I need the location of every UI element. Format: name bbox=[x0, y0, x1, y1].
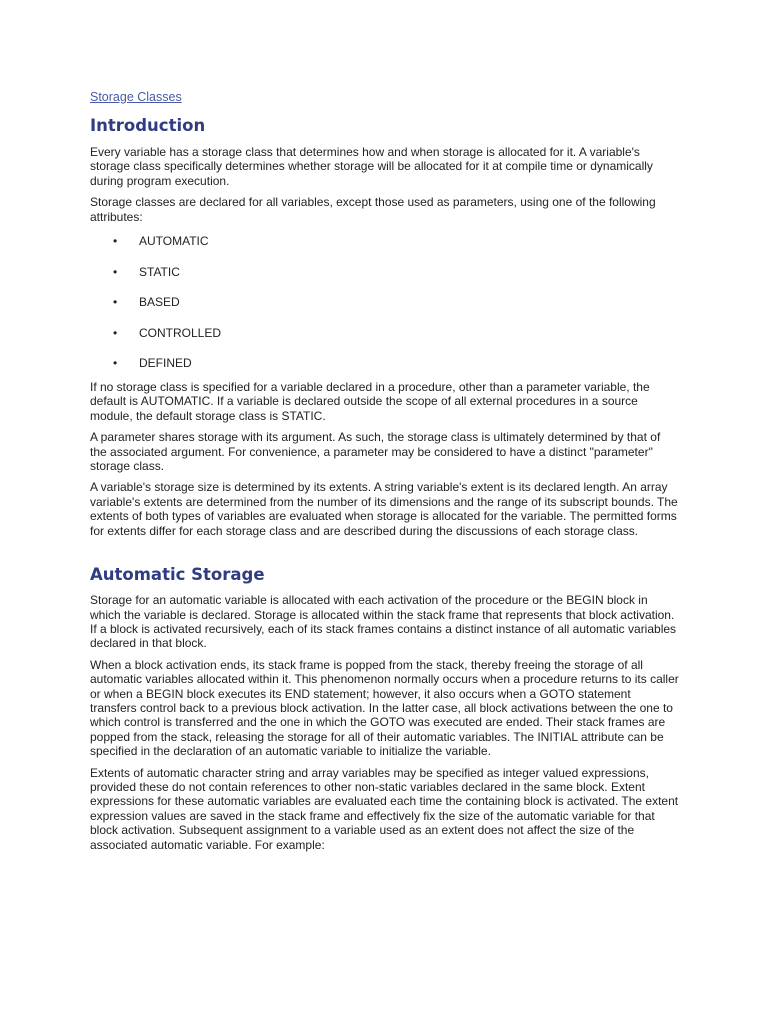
paragraph: Every variable has a storage class that determines how and when storage is allocated for it. A variable's storage class specifically determines whether storage will be allocated for it at compile time or dynamically during program execution. bbox=[90, 145, 653, 188]
list-item bbox=[90, 356, 680, 370]
bullet-icon: • bbox=[113, 295, 118, 310]
paragraph: Extents of automatic character string and array variables may be specified as integer valued expressions, provided these do not contain references to other non-static variables declared in the same block. Extent expressions for these automatic variables are evaluated each time the containing block is activated. The extent expression values are saved in the stack frame and effectively fix the size of the automatic variable for that block activation. Subsequent assignment to a variable used as an extent does not affect the size of the associated automatic variable. For example: bbox=[90, 765, 679, 852]
bullet-icon: • bbox=[113, 356, 118, 371]
paragraph: If no storage class is specified for a variable declared in a procedure, other than a parameter variable, the default is AUTOMATIC. If a variable is declared outside the scope of all external procedures in a source module, the default storage class is STATIC. bbox=[90, 380, 650, 423]
section-heading-automatic-storage: Automatic Storage bbox=[90, 565, 265, 585]
paragraph: A parameter shares storage with its argument. As such, the storage class is ultimately determined by that of the associated argument. For convenience, a parameter may be considered to have a distinct "parameter" storage class. bbox=[90, 430, 661, 474]
list-item bbox=[90, 265, 680, 279]
list-item-label: AUTOMATIC bbox=[139, 234, 209, 249]
bullet-icon: • bbox=[113, 325, 118, 340]
document-page bbox=[90, 88, 680, 859]
list-item bbox=[90, 326, 680, 340]
paragraph: When a block activation ends, its stack frame is popped from the stack, thereby freeing the storage of all automatic variables allocated within it. This phenomenon normally occurs when a procedure returns to its caller or when a BEGIN block executes its END statement; however, it also occurs when a GOTO statement transfers control back to a previous block activation. In the latter case, all block activations between the one to which control is transferred and the one in which the GOTO was executed are ended. Their stack frames are popped from the stack, releasing the storage for all of their automatic variables. The INITIAL attribute can be specified in the declaration of an automatic variable to initialize the variable. bbox=[90, 657, 679, 759]
list-item-label: BASED bbox=[139, 295, 180, 310]
paragraph: A variable's storage size is determined by its extents. A string variable's extent is its declared length. An array variable's extents are determined from the number of its dimensions and the range of its subscript bounds. The extents of both types of variables are evaluated when storage is allocated for the variable. The permitted forms for extents differ for each storage class and are described during the discussions of each storage class. bbox=[90, 480, 678, 538]
storage-attribute-list bbox=[90, 234, 680, 370]
list-item bbox=[90, 295, 680, 309]
section-heading-introduction: Introduction bbox=[90, 116, 206, 135]
list-item-label: STATIC bbox=[139, 264, 180, 279]
bullet-icon: • bbox=[113, 234, 118, 249]
list-item-label: CONTROLLED bbox=[139, 325, 222, 340]
paragraph: Storage classes are declared for all variables, except those used as parameters, using one of the following attributes: bbox=[90, 195, 656, 224]
bullet-icon: • bbox=[113, 264, 118, 279]
list-item-label: DEFINED bbox=[139, 356, 192, 371]
list-item bbox=[90, 234, 680, 248]
breadcrumb-link[interactable]: Storage Classes bbox=[90, 90, 182, 104]
paragraph: Storage for an automatic variable is allocated with each activation of the procedure or the BEGIN block in which the variable is declared. Storage is allocated within the stack frame that represents that block activation. If a block is activated recursively, each of its stack frames contains a distinct instance of all automatic variables declared in that block. bbox=[90, 593, 677, 651]
